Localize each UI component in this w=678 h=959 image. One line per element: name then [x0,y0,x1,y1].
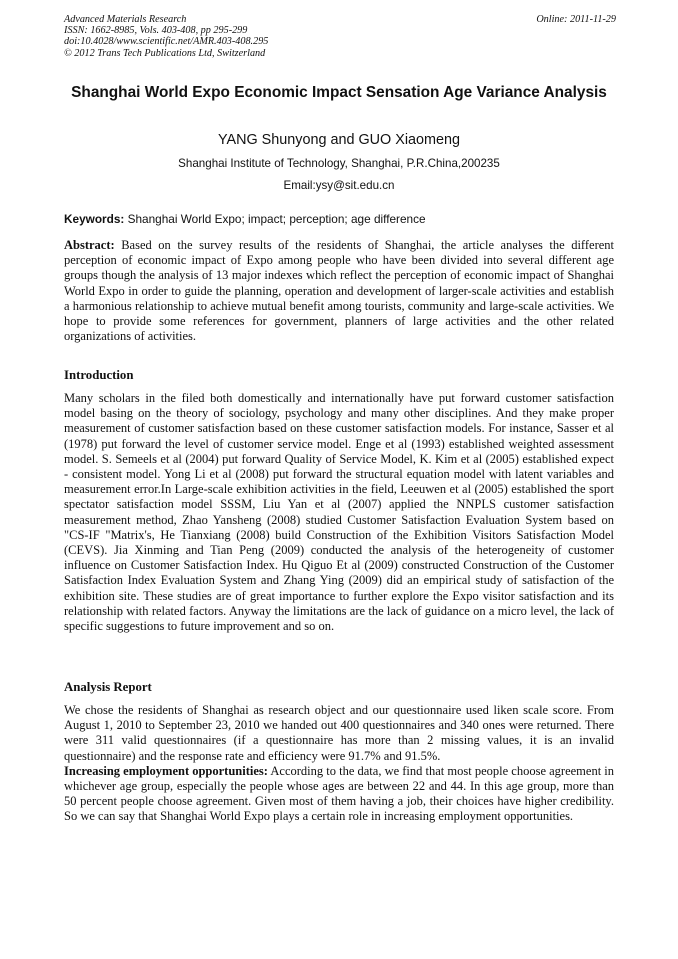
analysis-text [64,703,614,825]
employment-label: Increasing employment opportunities: [64,763,268,778]
copyright-line: © 2012 Trans Tech Publications Ltd, Switzerland [64,47,266,59]
affiliation: Shanghai Institute of Technology, Shanghai, P.R.China,200235 [178,157,500,170]
authors: YANG Shunyong and GUO Xiaomeng [217,132,461,148]
analysis-heading: Analysis Report [64,680,152,694]
journal-header [64,14,616,59]
abstract [64,238,614,344]
employment-text: According to the data, we find that most people choose agreement in whichever age group, especially the people whose ages are between 22 and 44. In this age group, more than 50 percent people choose agreement. Given most of them having a job, their choices have higher credibility. So we can say that Shanghai World Expo plays a certain role in increasing employment opportunities. [64,763,615,824]
issn-line: ISSN: 1662-8985, Vols. 403-408, pp 295-299 [64,25,248,37]
paper-title: Shanghai World Expo Economic Impact Sensation Age Variance Analysis [71,84,607,101]
journal-name: Advanced Materials Research [64,14,187,25]
analysis-paragraph: We chose the residents of Shanghai as research object and our questionnaire used liken scale score. From August 1, 2010 to September 23, 2010 we handed out 400 questionnaires and 340 ones were returned. There were 311 valid questionnaires (if a questionnaire has more than 2 missing values, it is an invalid questionnaire) and the response rate and efficiency were 91.7% and 91.5%. [64,703,614,763]
keywords-label: Keywords: [64,212,125,226]
online-date: Online: 2011-11-29 [536,14,616,25]
email: Email:ysy@sit.edu.cn [283,179,395,192]
keywords [64,212,616,227]
abstract-text: Based on the survey results of the residents of Shanghai, the article analyses the different perception of economic impact of Expo among people who have been divided into several different age groups though the analysis of 13 major indexes which reflect the perception of economic impact of Shanghai World Expo in order to guide the planning, operation and development of larger-scale activities and establish a harmonious relationship to achieve mutual benefit among tourists, community and large-scale activities. We hope to provide some references for government, planners of large activities and the other related organizations of activities. [64,238,614,344]
introduction-heading: Introduction [64,368,134,382]
keywords-text: Shanghai World Expo; impact; perception; age difference [124,212,426,226]
doi-line: doi:10.4028/www.scientific.net/AMR.403-408.295 [64,36,269,48]
introduction-text: Many scholars in the filed both domestically and internationally have put forward customer satisfaction model basing on the theory of sociology, psychology and many other disciplines. And they make proper measurement of customer satisfaction based on these customer satisfaction models. For instance, Sasser et al (1978) put forward the level of customer service model. Enge et al (1993) established weighted assessment model. S. Semeels et al (2004) put forward Quality of Service Model, K. Kim et al (2005) established expect - consistent model. Yong Li et al (2008) put forward the structural equation model with latent variables and measurement error.In Large-scale exhibition activities in the field, Leeuwen et al (2005) established the sport spectator satisfaction model SSSM, Liu Yan et al (2007) applied the NNPLS customer satisfaction measurement method, Zhao Yansheng (2008) studied Customer Satisfaction Evaluation System based on "CS-IF "Matrix's, He Tianxiang (2008) build Construction of the Exhibition Visitors Satisfaction Model (CEVS). Jia Xinming and Tian Peng (2009) conducted the analysis of the heterogeneity of customer influence on Customer Satisfaction Index. Hu Qiguo Et al (2009) constructed Construction of the Customer Satisfaction Index Evaluation System and Zhang Ying (2009) did an empirical study of satisfaction of the exhibition site. These studies are of great importance to further explore the Expo visitor satisfaction and its relationship with related factors. Anyway the limitations are the lack of guidance on a micro level, the lack of specific suggestions to future improvement and so on. [64,391,614,634]
abstract-label: Abstract: [64,238,115,252]
